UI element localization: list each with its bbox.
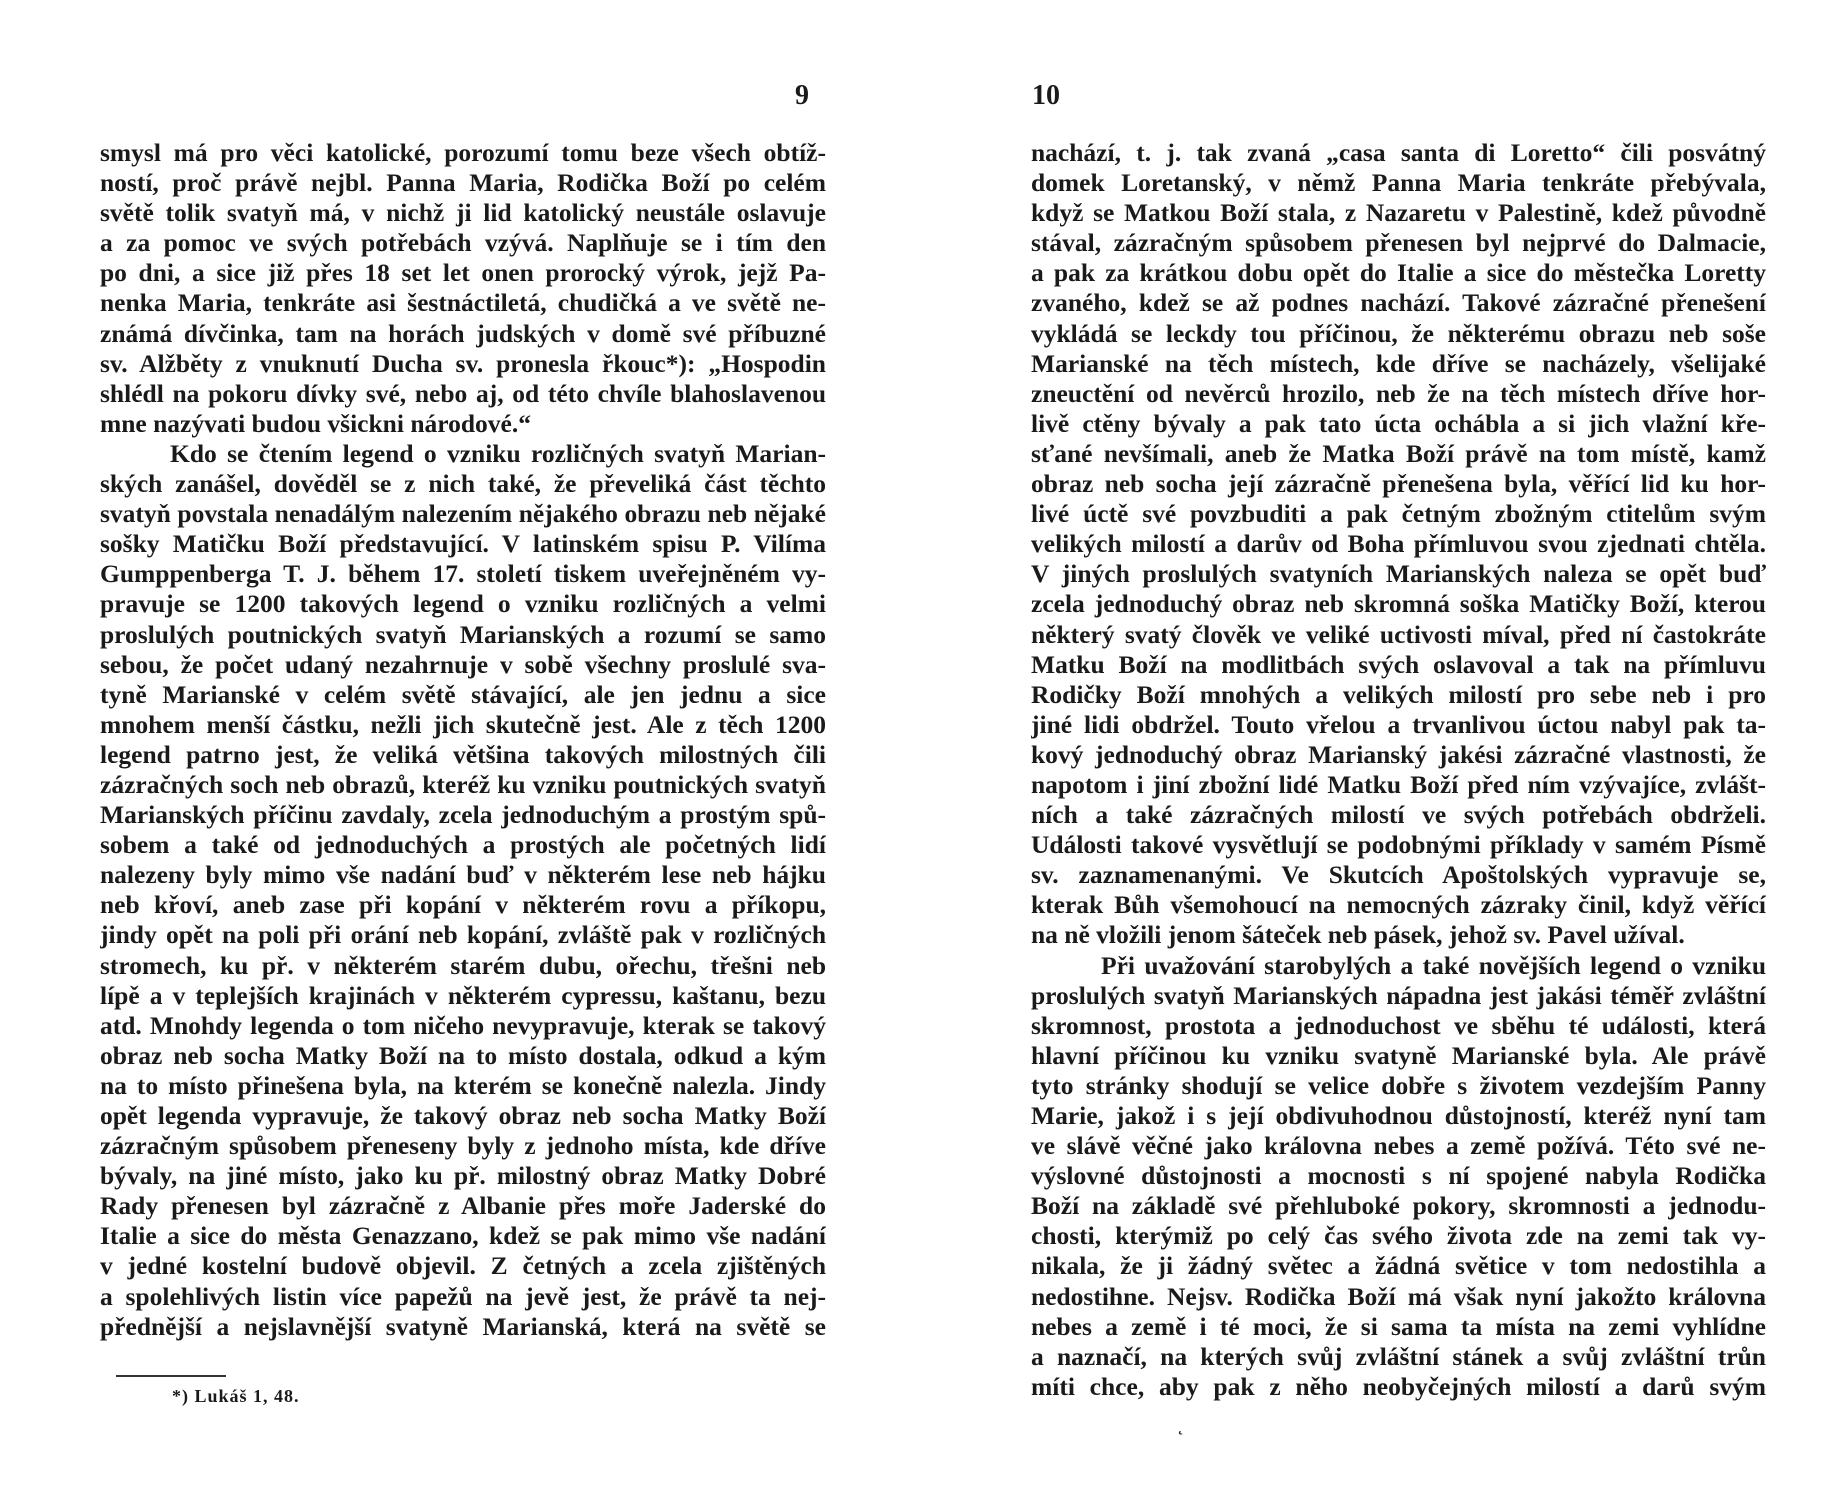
text-line: sebou, že počet udaný nezahrnuje v sobě všechny proslulé sva-: [100, 649, 826, 679]
text-line: Marie, jakož i s její obdivuhodnou důstojností, kteréž nyní tam: [1031, 1101, 1766, 1130]
text-line: zcela jednoduchý obraz neb skromná soška Matičky Boží, kterou: [1031, 589, 1766, 619]
text-line: shlédl na pokoru dívky své, nebo aj, od této chvíle blahoslavenou: [100, 378, 826, 408]
text-line: nikala, že ji žádný světec a žádná světice v tom nedostihla a: [1031, 1251, 1766, 1281]
text-line: na ně vložili jenom šáteček neb pásek, jehož sv. Pavel užíval.: [1031, 920, 1685, 950]
text-line: a pak za krátkou dobu opět do Italie a sice do městečka Loretty: [1031, 258, 1766, 288]
body-text: [1031, 138, 1766, 1402]
page-number: 10: [1032, 80, 1060, 111]
text-line: jiné lidi obdržel. Touto vřelou a trvanlivou úctou nabyl pak ta-: [1031, 709, 1766, 739]
text-line: livé úctě své povzbuditi a pak četným zbožným ctitelům svým: [1031, 499, 1766, 529]
page-number: 9: [795, 80, 809, 111]
text-line: chosti, kterýmiž po celý čas svého života zde na zemi tak vy-: [1031, 1221, 1766, 1251]
text-line: livě ctěny bývaly a pak tato úcta ochábla a si jich vlažní kře-: [1031, 408, 1766, 438]
text-line: mnohem menší částku, nežli jich skutečně jest. Ale z těch 1200: [100, 709, 826, 739]
text-line: Rodičky Boží mnohých a velikých milostí pro sebe neb i pro: [1031, 679, 1766, 709]
text-line: po dni, a sice již přes 18 set let onen prorocký výrok, jejž Pa-: [100, 258, 826, 288]
text-line: nedostihne. Nejsv. Rodička Boží má však nyní jakožto královna: [1031, 1281, 1766, 1311]
text-line: stával, zázračným spůsobem přenesen byl nejprvé do Dalmacie,: [1031, 228, 1766, 258]
text-line: sv. Alžběty z vnuknutí Ducha sv. pronesla řkouc*): „Hospodin: [100, 348, 826, 378]
text-line: bývaly, na jiné místo, jako ku př. milostný obraz Matky Dobré: [100, 1161, 826, 1191]
text-line: Matku Boží na modlitbách svých oslavoval a tak na přímluvu: [1031, 649, 1766, 679]
text-line: přednější a nejslavnější svatyně Marianská, která na světě se: [100, 1311, 826, 1341]
text-line: sv. zaznamenanými. Ve Skutcích Apoštolských vypravuje se,: [1031, 860, 1766, 890]
text-line: zvaného, kdež se až podnes nachází. Takové zázračné přenešení: [1031, 288, 1766, 318]
text-line: nachází, t. j. tak zvaná „casa santa di Loretto“ čili posvátný: [1031, 138, 1766, 167]
text-line: sošky Matičku Boží představující. V latinském spisu P. Vilíma: [100, 529, 826, 559]
text-line: skromnost, prostota a jednoduchost ve sběhu té události, která: [1031, 1010, 1766, 1040]
text-line: napotom i jiní zbožní lidé Matku Boží před ním vzývajíce, zvlášt-: [1031, 769, 1766, 799]
text-line: Marianské na těch místech, kde dříve se nacházely, všelijaké: [1031, 348, 1766, 378]
text-line: neb křoví, aneb zase při kopání v některém rovu a příkopu,: [100, 890, 826, 920]
text-line: domek Loretanský, v němž Panna Maria tenkráte přebývala,: [1031, 168, 1766, 198]
text-line: výslovné důstojnosti a mocnosti s ní spojené nabyla Rodička: [1031, 1161, 1766, 1191]
text-line: obraz neb socha její zázračně přenešena byla, věřící lid ku hor-: [1031, 469, 1766, 499]
text-line: nebes a země i té moci, že si sama ta místa na zemi vyhlídne: [1031, 1311, 1766, 1341]
text-line: v jedné kostelní budově objevil. Z četných a zcela zjištěných: [100, 1251, 826, 1281]
body-text: [100, 138, 826, 1342]
text-line: kový jednoduchý obraz Marianský jakési zázračné vlastnosti, že: [1031, 739, 1766, 769]
text-line: ských zanášel, dověděl se z nich také, že převeliká část těchto: [100, 469, 826, 499]
text-line: lípě a v teplejších krajinách v některém cypressu, kaštanu, bezu: [100, 980, 826, 1010]
text-line: V jiných proslulých svatyních Marianských naleza se opět buď: [1031, 559, 1766, 589]
text-line: vykládá se leckdy tou příčinou, že některému obrazu neb soše: [1031, 318, 1766, 348]
text-line: ností, proč právě nejbl. Panna Maria, Rodička Boží po celém: [100, 168, 826, 198]
text-line: když se Matkou Boží stala, z Nazaretu v Palestině, kdež původně: [1031, 198, 1766, 228]
text-line: a za pomoc ve svých potřebách vzývá. Naplňuje se i tím den: [100, 228, 826, 258]
text-line: Boží na základě své přehluboké pokory, skromnosti a jednodu-: [1031, 1191, 1766, 1221]
text-line: obraz neb socha Matky Boží na to místo dostala, odkud a kým: [100, 1040, 826, 1070]
text-line: pravuje se 1200 takových legend o vzniku rozličných a velmi: [100, 589, 826, 619]
text-line: tyně Marianské v celém světě stávající, ale jen jednu a sice: [100, 679, 826, 709]
text-line: velikých milostí a darův od Boha přímluvou svou zjednati chtěla.: [1031, 529, 1766, 559]
text-line: ve slávě věčné jako královna nebes a země požívá. Této své ne-: [1031, 1131, 1766, 1161]
text-line: nenka Maria, tenkráte asi šestnáctiletá, chudičká a ve světě ne-: [100, 288, 826, 318]
text-line: opět legenda vypravuje, že takový obraz neb socha Matky Boží: [100, 1101, 826, 1130]
text-line: a naznačí, na kterých svůj zvláštní stánek a svůj zvláštní trůn: [1031, 1341, 1766, 1371]
text-line: sobem a také od jednoduchých a prostých ale početných lidí: [100, 830, 826, 860]
text-line: ních a také zázračných milostí ve svých potřebách obdrželi.: [1031, 800, 1766, 830]
text-line: kterak Bůh všemohoucí na nemocných zázraky činil, když věřící: [1031, 890, 1766, 920]
text-line: zázračným spůsobem přeneseny byly z jednoho místa, kde dříve: [100, 1131, 826, 1161]
text-line: Při uvažování starobylých a také novějších legend o vzniku: [1101, 950, 1766, 980]
text-line: zneuctění od nevěrců hrozilo, neb že na těch místech dříve hor-: [1031, 378, 1766, 408]
text-line: proslulých svatyň Marianských nápadna jest jakási téměř zvláštní: [1031, 980, 1766, 1010]
text-line: Kdo se čtením legend o vzniku rozličných svatyň Marian-: [170, 438, 826, 468]
text-line: Události takové vysvětlují se podobnými příklady v samém Písmě: [1031, 830, 1766, 860]
text-line: stromech, ku př. v některém starém dubu, ořechu, třešni neb: [100, 950, 826, 980]
text-line: míti chce, aby pak z něho neobyčejných milostí a darů svým: [1031, 1371, 1766, 1401]
stray-mark: ˛: [1178, 1418, 1184, 1435]
footnote-divider: [116, 1375, 226, 1377]
text-line: Rady přenesen byl zázračně z Albanie přes moře Jaderské do: [100, 1191, 826, 1221]
text-line: hlavní příčinou ku vzniku svatyně Marianské byla. Ale právě: [1031, 1040, 1766, 1070]
text-line: a spolehlivých listin více papežů na jevě jest, že právě ta nej-: [100, 1281, 826, 1311]
footnote: *) Lukáš 1, 48.: [172, 1386, 300, 1406]
text-line: Italie a sice do města Genazzano, kdež se pak mimo vše nadání: [100, 1221, 826, 1251]
text-line: mne nazývati budou všickni národové.“: [100, 408, 531, 438]
text-line: tyto stránky shodují se velice dobře s životem vezdejším Panny: [1031, 1070, 1766, 1100]
text-line: světě tolik svatyň má, v nichž ji lid katolický neustále oslavuje: [100, 198, 826, 228]
text-line: nalezeny byly mimo vše nadání buď v některém lese neb hájku: [100, 860, 826, 890]
text-line: svatyň povstala nenadálým nalezením nějakého obrazu neb nějaké: [100, 499, 826, 529]
text-line: zázračných soch neb obrazů, kteréž ku vzniku poutnických svatyň: [100, 769, 826, 799]
text-line: známá dívčinka, tam na horách judských v domě své příbuzné: [100, 318, 826, 348]
text-line: Gumppenberga T. J. během 17. století tiskem uveřejněném vy-: [100, 559, 826, 589]
text-line: smysl má pro věci katolické, porozumí tomu beze všech obtíž-: [100, 138, 826, 167]
text-line: legend patrno jest, že veliká většina takových milostných čili: [100, 739, 826, 769]
text-line: některý svatý člověk ve veliké uctivosti míval, před ní častokráte: [1031, 619, 1766, 649]
text-line: atd. Mnohdy legenda o tom ničeho nevypravuje, kterak se takový: [100, 1010, 826, 1040]
text-line: proslulých poutnických svatyň Marianských a rozumí se samo: [100, 619, 826, 649]
text-line: na to místo přinešena byla, na kterém se konečně nalezla. Jindy: [100, 1070, 826, 1100]
text-line: sťané nevšímali, aneb že Matka Boží právě na tom místě, kamž: [1031, 438, 1766, 468]
text-line: Marianských příčinu zavdaly, zcela jednoduchým a prostým spů-: [100, 800, 826, 830]
text-line: jindy opět na poli při orání neb kopání, zvláště pak v rozličných: [100, 920, 826, 950]
right-page: [921, 0, 1842, 1500]
